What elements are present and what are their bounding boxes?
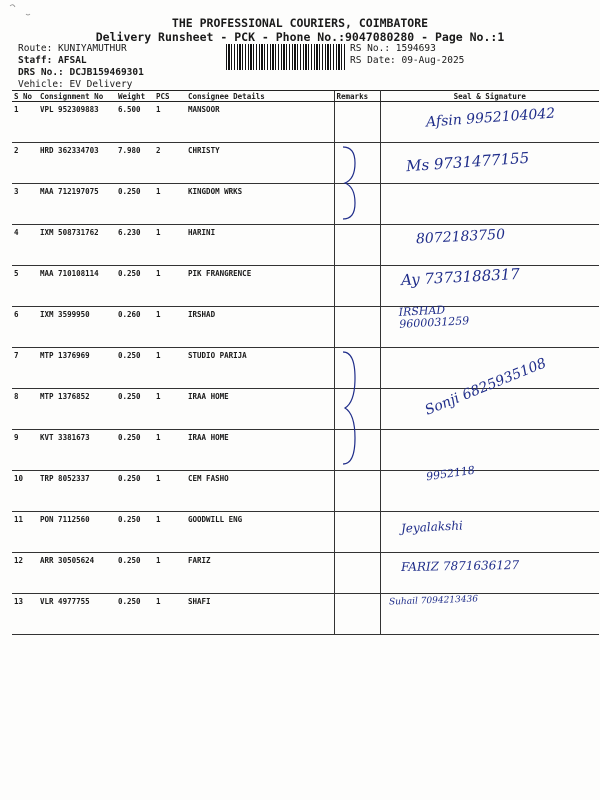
remarks-cell (334, 594, 380, 635)
company-title: THE PROFESSIONAL COURIERS, COIMBATORE (171, 16, 429, 30)
consignee-name: GOODWILL ENG (186, 512, 334, 553)
remarks-cell (334, 102, 380, 143)
rs-date: RS Date: 09-Aug-2025 (350, 55, 465, 66)
row-sno: 4 (12, 225, 38, 266)
handwritten-signature: 9952118 (424, 463, 476, 484)
route-label: Route: KUNIYAMUTHUR (18, 43, 127, 54)
col-header-seal: Seal & Signature (380, 91, 599, 102)
pcs-value: 1 (154, 225, 186, 266)
weight-value: 0.250 (116, 389, 154, 430)
table-row (12, 553, 599, 594)
row-sno: 12 (12, 553, 38, 594)
weight-value: 0.250 (116, 266, 154, 307)
consignee-name: IRAA HOME (186, 389, 334, 430)
consignee-name: SHAFI (186, 594, 334, 635)
pcs-value: 1 (154, 348, 186, 389)
consignment-number: IXM 3599950 (38, 307, 116, 348)
consignee-name: IRAA HOME (186, 430, 334, 471)
rs-number: RS No.: 1594693 (350, 43, 436, 54)
seal-signature-cell (380, 594, 599, 635)
row-sno: 6 (12, 307, 38, 348)
pcs-value: 1 (154, 102, 186, 143)
consignee-name: MANSOOR (186, 102, 334, 143)
table-row (12, 389, 599, 430)
table-row (12, 225, 599, 266)
staff-label: Staff: AFSAL (18, 55, 87, 66)
drs-label: DRS No.: DCJB159469301 (18, 67, 144, 78)
pcs-value: 1 (154, 389, 186, 430)
table-row (12, 430, 599, 471)
seal-signature-cell (380, 266, 599, 307)
consignment-number: VPL 952309883 (38, 102, 116, 143)
pcs-value: 2 (154, 143, 186, 184)
pcs-value: 1 (154, 512, 186, 553)
row-sno: 11 (12, 512, 38, 553)
row-sno: 9 (12, 430, 38, 471)
seal-signature-cell (380, 512, 599, 553)
pcs-value: 1 (154, 430, 186, 471)
weight-value: 0.250 (116, 430, 154, 471)
remarks-cell (334, 348, 380, 389)
remarks-cell (334, 225, 380, 266)
vehicle-label: Vehicle: EV Delivery (18, 79, 133, 90)
weight-value: 6.500 (116, 102, 154, 143)
seal-signature-cell (380, 463, 599, 512)
consignee-name: IRSHAD (186, 307, 334, 348)
remarks-cell (334, 471, 380, 512)
table-row (12, 512, 599, 553)
handwritten-signature: Jeyalakshi (400, 518, 463, 536)
weight-value: 6.230 (116, 225, 154, 266)
table-row (12, 307, 599, 348)
table-row (12, 266, 599, 307)
row-sno: 1 (12, 102, 38, 143)
pcs-value: 1 (154, 553, 186, 594)
runsheet-subtitle: Delivery Runsheet - PCK - Phone No.:9047080280 - Page No.:1 (95, 30, 505, 44)
consignment-number: MAA 710108114 (38, 266, 116, 307)
pcs-value: 1 (154, 307, 186, 348)
col-header-consignment: Consignment No (38, 91, 116, 102)
consignment-number: HRD 362334703 (38, 143, 116, 184)
consignment-number: ARR 30505624 (38, 553, 116, 594)
consignee-name: PIK FRANGRENCE (186, 266, 334, 307)
consignee-name: STUDIO PARIJA (186, 348, 334, 389)
weight-value: 0.250 (116, 553, 154, 594)
pcs-value: 1 (154, 471, 186, 512)
remarks-cell (334, 266, 380, 307)
consignment-number: MTP 1376852 (38, 389, 116, 430)
row-sno: 2 (12, 143, 38, 184)
consignment-number: IXM 508731762 (38, 225, 116, 266)
consignment-number: KVT 3381673 (38, 430, 116, 471)
consignee-name: CEM FASHO (186, 471, 334, 512)
row-sno: 8 (12, 389, 38, 430)
consignment-number: MTP 1376969 (38, 348, 116, 389)
col-header-consignee: Consignee Details (186, 91, 334, 102)
table-row (12, 184, 599, 225)
seal-signature-cell (380, 225, 599, 266)
handwritten-signature: IRSHAD 9600031259 (397, 303, 470, 331)
consignment-number: PON 7112560 (38, 512, 116, 553)
seal-signature-cell (380, 430, 599, 471)
weight-value: 0.250 (116, 471, 154, 512)
handwritten-signature: Ms 9731477155 (405, 148, 530, 176)
table-row (12, 471, 599, 512)
table-row (12, 143, 599, 184)
seal-signature-cell (380, 553, 599, 594)
table-header-row (12, 91, 599, 102)
table-row (12, 594, 599, 635)
remarks-cell (334, 143, 380, 184)
weight-value: 0.250 (116, 184, 154, 225)
weight-value: 0.260 (116, 307, 154, 348)
consignee-name: HARINI (186, 225, 334, 266)
barcode (226, 44, 346, 70)
consignee-name: FARIZ (186, 553, 334, 594)
consignee-name: KINGDOM WRKS (186, 184, 334, 225)
row-sno: 5 (12, 266, 38, 307)
weight-value: 0.250 (116, 594, 154, 635)
col-header-remarks: Remarks (334, 91, 380, 102)
pcs-value: 1 (154, 266, 186, 307)
consignment-number: TRP 8052337 (38, 471, 116, 512)
brace-mark-icon (339, 143, 363, 223)
col-header-weight: Weight (116, 91, 154, 102)
pcs-value: 1 (154, 184, 186, 225)
runsheet-table (12, 90, 599, 635)
seal-signature-cell (380, 184, 599, 225)
seal-signature-cell (380, 355, 599, 430)
table-row (12, 102, 599, 143)
remarks-cell (334, 553, 380, 594)
weight-value: 0.250 (116, 512, 154, 553)
weight-value: 0.250 (116, 348, 154, 389)
pcs-value: 1 (154, 594, 186, 635)
row-sno: 7 (12, 348, 38, 389)
handwritten-signature: Suhail 7094213436 (388, 594, 478, 608)
remarks-cell (334, 512, 380, 553)
seal-signature-cell (380, 102, 599, 143)
col-header-sno: S No (12, 91, 38, 102)
brace-mark-icon (339, 348, 363, 468)
handwritten-signature: Ay 7373188317 (400, 264, 520, 290)
seal-signature-cell (380, 143, 599, 184)
row-sno: 3 (12, 184, 38, 225)
consignment-number: VLR 4977755 (38, 594, 116, 635)
handwritten-signature: 8072183750 (415, 226, 505, 248)
weight-value: 7.980 (116, 143, 154, 184)
consignee-name: CHRISTY (186, 143, 334, 184)
row-sno: 13 (12, 594, 38, 635)
handwritten-signature: Sonji 6825935108 (422, 355, 549, 419)
consignment-number: MAA 712197075 (38, 184, 116, 225)
handwritten-signature: Afsin 9952104042 (425, 105, 556, 131)
handwritten-signature: FARIZ 7871636127 (400, 557, 519, 575)
col-header-pcs: PCS (154, 91, 186, 102)
remarks-cell (334, 307, 380, 348)
seal-signature-cell (380, 303, 599, 348)
row-sno: 10 (12, 471, 38, 512)
